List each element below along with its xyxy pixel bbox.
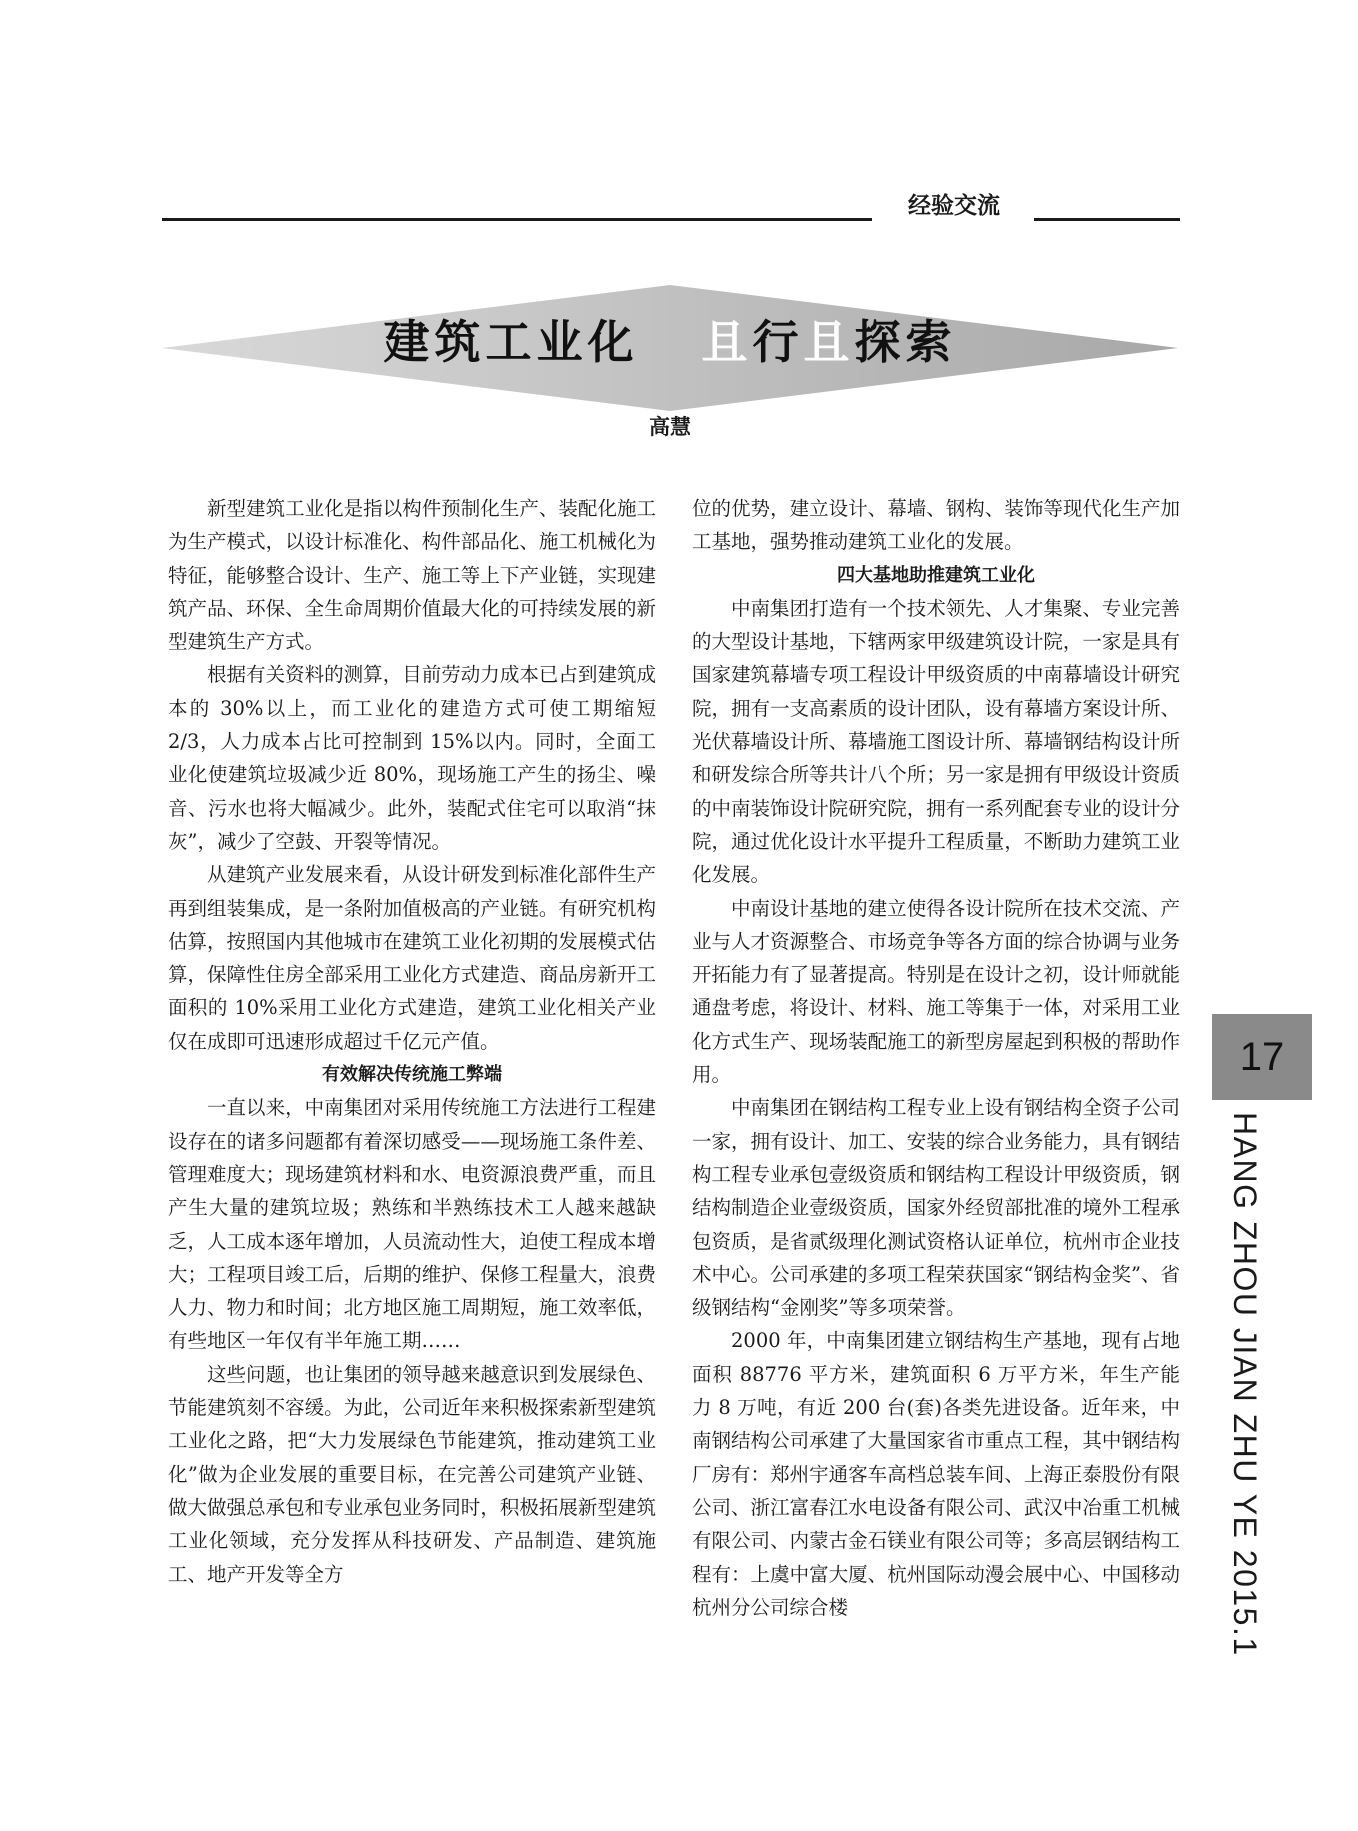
header-rule-left [162, 218, 872, 221]
section-heading: 有效解决传统施工弊端 [322, 1064, 502, 1086]
page-number: 17 [1212, 1014, 1312, 1100]
article-title [162, 310, 1178, 374]
paragraph: 中南集团打造有一个技术领先、人才集聚、专业完善的大型设计基地，下辖两家甲级建筑设计院，一家是具有国家建筑幕墙专项工程设计甲级资质的中南幕墙设计研究院，拥有一支高素质的设计团队，设有幕墙方案设计所、光伏幕墙设计所、幕墙施工图设计所、幕墙钢结构设计所和研发综合所等共计八个所；另一家是拥有甲级设计资质的中南装饰设计院研究院，拥有一系列配套专业的设计分院，通过优化设计水平提升工程质量，不断助力建筑工业化发展。 [692, 596, 1180, 887]
title-end: 探索 [854, 315, 957, 369]
header-rule-right [1034, 218, 1180, 221]
title-char-1: 且 [701, 315, 753, 369]
paragraph: 2000 年，中南集团建立钢结构生产基地，现有占地面积 88776 平方米，建筑面积 6 万平方米，年生产能力 8 万吨，有近 200 台(套)各类先进设备。近年来，中南钢结构公司承建了大量国家省市重点工程，其中钢结构厂房有：郑州宇通客车高档总装车间、上海正泰股份有限公司、浙江富春江水电设备有限公司、武汉中冶重工机械有限公司、内蒙古金石镁业有限公司等；多高层钢结构工程有：上虞中富大厦、杭州国际动漫会展中心、中国移动杭州分公司综合楼 [692, 1329, 1180, 1619]
paragraph: 中南设计基地的建立使得各设计院所在技术交流、产业与人才资源整合、市场竞争等各方面的综合协调与业务开拓能力有了显著提高。特别是在设计之初，设计师就能通盘考虑，将设计、材料、施工等集于一体，对采用工业化方式生产、现场装配施工的新型房屋起到积极的帮助作用。 [692, 896, 1180, 1087]
paragraph: 根据有关资料的测算，目前劳动力成本已占到建筑成本的 30%以上，而工业化的建造方式可使工期缩短 2/3，人力成本占比可控制到 15%以内。同时，全面工业化使建筑垃圾减少近 80%，现场施工产生的扬尘、噪音、污水也将大幅减少。此外，装配式住宅可以取消“抹灰”，减少了空鼓、开裂等情况。 [168, 663, 656, 853]
title-char-2: 且 [803, 315, 855, 369]
paragraph: 位的优势，建立设计、幕墙、钢构、装饰等现代化生产加工基地，强势推动建筑工业化的发展。 [692, 497, 1180, 554]
paragraph: 中南集团在钢结构工程专业上设有钢结构全资子公司一家，拥有设计、加工、安装的综合业务能力，具有钢结构工程专业承包壹级资质和钢结构工程设计甲级资质，钢结构制造企业壹级资质，国家外经贸部批准的境外工程承包资质，是省贰级理化测试资格认证单位，杭州市企业技术中心。公司承建的多项工程荣获国家“钢结构金奖”、省级钢结构“金刚奖”等多项荣誉。 [692, 1096, 1180, 1320]
paragraph: 从建筑产业发展来看，从设计研发到标准化部件生产再到组装集成，是一条附加值极高的产业链。有研究机构估算，按照国内其他城市在建筑工业化初期的发展模式估算，保障性住房全部采用工业化方式建造、商品房新开工面积的 10%采用工业化方式建造，建筑工业化相关产业仅在成即可迅速形成超过千亿元产值。 [168, 863, 656, 1053]
left-column [168, 492, 656, 1591]
paragraph: 新型建筑工业化是指以构件预制化生产、装配化施工为生产模式，以设计标准化、构件部品化、施工机械化为特征，能够整合设计、生产、施工等上下产业链，实现建筑产品、环保、全生命周期价值最大化的可持续发展的新型建筑生产方式。 [168, 497, 656, 654]
section-label: 经验交流 [908, 193, 1000, 219]
paragraph: 这些问题，也让集团的领导越来越意识到发展绿色、节能建筑刻不容缓。为此，公司近年来积极探索新型建筑工业化之路，把“大力发展绿色节能建筑，推动建筑工业化”做为企业发展的重要目标，在完善公司建筑产业链、做大做强总承包和专业承包业务同时，积极拓展新型建筑工业化领域，充分发挥从科技研发、产品制造、建筑施工、地产开发等全方 [168, 1362, 656, 1586]
right-column [692, 492, 1180, 1624]
title-main: 建筑工业化 [383, 315, 639, 369]
journal-name: HANG ZHOU JIAN ZHU YE 2015.1 [1227, 1112, 1263, 1657]
section-heading: 四大基地助推建筑工业化 [837, 564, 1035, 586]
author: 高慧 [649, 415, 691, 439]
paragraph: 一直以来，中南集团对采用传统施工方法进行工程建设存在的诸多问题都有着深切感受——现场施工条件差、管理难度大；现场建筑材料和水、电资源浪费严重，而且产生大量的建筑垃圾；熟练和半熟练技术工人越来越缺乏，人工成本逐年增加，人员流动性大，迫使工程成本增大；工程项目竣工后，后期的维护、保修工程量大，浪费人力、物力和时间；北方地区施工周期短，施工效率低，有些地区一年仅有半年施工期…… [168, 1096, 656, 1353]
title-mid: 行 [752, 315, 804, 369]
